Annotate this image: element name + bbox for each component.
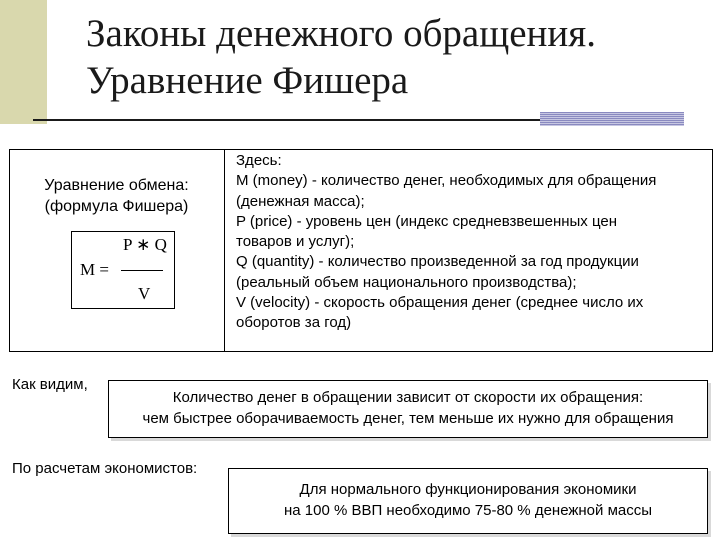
definition-line: V (velocity) - скорость обращения денег (среднее число их [236, 294, 644, 312]
slide-title [86, 10, 596, 104]
formula-denominator: V [138, 284, 151, 303]
equation-label: Уравнение обмена: [44, 177, 189, 194]
conclusion-line-1: Количество денег в обращении зависит от скорости их обращения: [172, 389, 644, 406]
definition-line: Здесь: [236, 152, 282, 169]
title-underline [33, 119, 588, 121]
title-underline-accent [540, 112, 684, 126]
decorative-side-bar [0, 0, 47, 124]
conclusion-line-2: чем быстрее оборачиваемость денег, тем меньше их нужно для обращения [142, 410, 674, 427]
formula-lhs: M = [80, 260, 109, 279]
definition-line: товаров и услуг); [236, 233, 355, 251]
economists-label: По расчетам экономистов: [12, 460, 198, 477]
as-seen-label: Как видим, [12, 376, 88, 393]
definition-line: оборотов за год) [236, 314, 352, 332]
definition-line: Q (quantity) - количество произведенной за год продукции [236, 253, 639, 271]
conclusion-box [108, 380, 708, 438]
title-line-1: Законы денежного обращения. [86, 12, 596, 55]
definition-line: P (price) - уровень цен (индекс средневзвешенных цен [236, 212, 618, 230]
definition-line: (денежная масса); [236, 192, 365, 210]
table-column-divider [224, 149, 225, 352]
formula-label: (формула Фишера) [44, 198, 189, 215]
economists-line-2: на 100 % ВВП необходимо 75-80 % денежной массы [283, 502, 653, 519]
economists-box [228, 468, 708, 534]
definition-line: M (money) - количество денег, необходимых для обращения [236, 172, 657, 190]
definitions-list [236, 151, 656, 334]
definition-line: (реальный объем национального производства); [236, 273, 577, 291]
formula-numerator: P ∗ Q [123, 235, 167, 254]
formula-fraction-line [121, 270, 163, 271]
economists-line-1: Для нормального функционирования экономики [299, 481, 637, 498]
title-line-2: Уравнение Фишера [86, 59, 409, 102]
